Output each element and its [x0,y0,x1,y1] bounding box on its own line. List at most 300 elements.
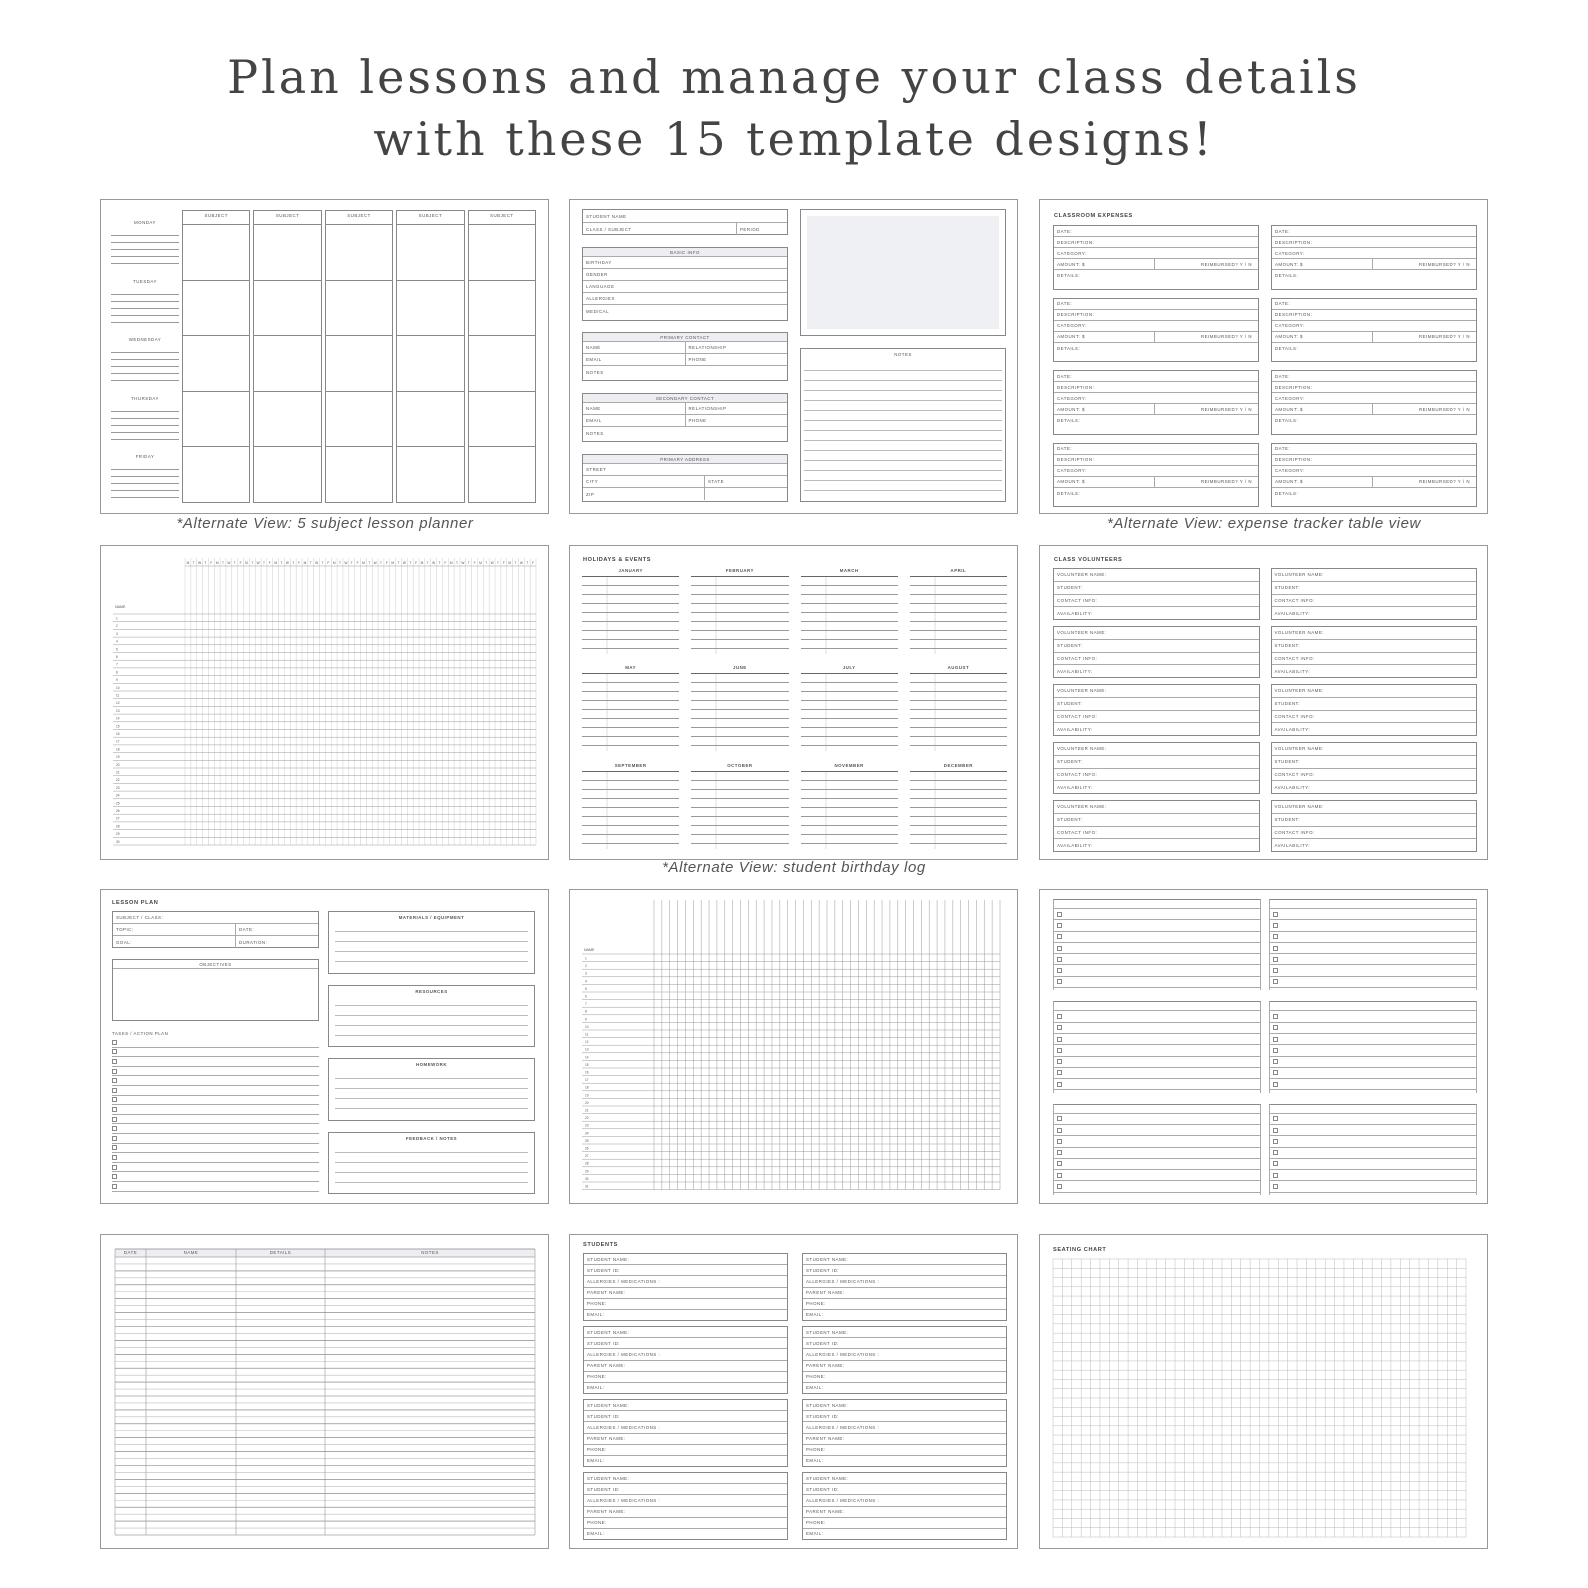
subject-cell [397,392,463,448]
volunteer-field-label: STUDENT: [1054,582,1259,595]
checklist-checkbox [1273,1161,1278,1166]
row-number: 17 [585,1078,589,1083]
subject-cell [254,447,320,502]
volunteer-field-label: AVAILABILITY: [1057,668,1093,674]
student-field-label: STUDENT NAME: [584,1400,787,1411]
month-label: APRIL [950,568,967,573]
weekday-letter: T [321,561,324,565]
checklist-checkbox [1273,1059,1278,1064]
volunteer-field-label: VOLUNTEER NAME: [1054,801,1259,814]
checklist-row [1054,920,1260,931]
basic-row-label: MEDICAL [586,308,610,314]
checklist-row [1054,1068,1260,1079]
volunteer-field-label: STUDENT: [1054,814,1259,827]
expense-amount-label: AMOUNT: $ [1272,477,1373,487]
student-field-label: PARENT NAME: [584,1507,787,1518]
expense-date-label: DATE: [1054,226,1258,237]
task-row [112,1067,319,1077]
task-row [112,1124,319,1134]
row-number: 11 [585,1032,589,1037]
checklist-row [1270,965,1476,976]
student-field-label: PARENT NAME: [803,1507,1006,1518]
students-title: STUDENTS [583,1242,618,1248]
log-column-header: DETAILS [269,1250,292,1255]
student-field-label: STUDENT ID: [584,1411,787,1422]
subject-column [182,210,250,503]
template-holidays-events [569,545,1018,860]
weekday-letter: T [438,561,441,565]
weekday-letter: F [268,561,271,565]
row-number: 12 [116,701,120,706]
month-label: AUGUST [947,665,970,671]
weekday-lines [111,405,179,441]
task-checkbox [112,1097,117,1102]
task-row [112,1057,319,1067]
subject-cell [397,336,463,392]
contact-phone-label: PHONE [688,357,707,362]
expense-reimbursed-label: REIMBURSED? Y / N [1200,261,1252,267]
volunteer-field-label: VOLUNTEER NAME: [1054,743,1259,756]
expense-details-label: DETAILS: [1275,490,1299,496]
checklist-row [1270,1034,1476,1045]
contact2-relationship-label: RELATIONSHIP [688,406,727,411]
subject-cell [183,281,249,337]
expense-date-label: DATE: [1054,444,1258,455]
notes-title: NOTES [894,352,912,357]
month-block [801,665,898,756]
checklist-row [1054,1136,1260,1147]
secondary-contact-title: SECONDARY CONTACT [583,394,787,403]
weekday-letter: T [514,561,517,565]
weekday-letter: F [239,561,242,565]
student-field-label: PHONE: [803,1299,1006,1310]
expense-amount-row [1054,259,1258,270]
weekday-letter: T [526,561,529,565]
caption-expense-tracker: *Alternate View: expense tracker table view [1106,515,1421,532]
month-label: JULY [842,665,856,671]
city-label: CITY [583,476,705,487]
expense-reimbursed-label: REIMBURSED? Y / N [1418,479,1470,484]
month-lines [582,576,679,654]
checklist-checkbox [1057,1128,1062,1133]
log-column-header: DATE [123,1250,138,1255]
headline-line-1: Plan lessons and manage your class details [227,50,1361,104]
checklist-checkbox [1057,979,1062,984]
row-number: 16 [116,732,120,736]
student-field-label: ALLERGIES / MEDICATIONS : [584,1495,787,1506]
checklist-row [1270,1125,1476,1136]
volunteer-field-label: VOLUNTEER NAME: [1272,627,1477,640]
checklist-row [1270,954,1476,965]
checklist-row [1054,1125,1260,1136]
contact2-notes-label: NOTES [586,430,604,436]
volunteer-entry [1053,568,1260,620]
lesson-section-lines [335,1069,528,1115]
weekday-letter: W [256,561,260,565]
student-entry [583,1472,788,1540]
subject-cell [183,336,249,392]
checklist-row [1054,943,1260,954]
checklist-row [1054,1079,1260,1090]
student-entry [583,1253,788,1321]
row-number: 10 [116,685,120,690]
row-number: 5 [116,647,118,652]
month-block [910,665,1007,756]
lesson-topic-label: TOPIC: [113,924,236,935]
expense-entry [1053,225,1259,290]
subject-cell [254,336,320,392]
row-number: 2 [116,624,118,629]
student-field-label: PHONE: [584,1372,787,1383]
task-checkbox [112,1136,117,1141]
student-field-label: STUDENT NAME: [584,1473,787,1484]
template-seating-chart [1039,1234,1488,1549]
expense-date-label: DATE: [1054,299,1258,310]
month-label: NOVEMBER [834,762,864,768]
volunteer-entry [1271,626,1478,678]
expense-category-label: CATEGORY: [1054,321,1258,332]
volunteer-field-label: AVAILABILITY: [1274,842,1311,848]
checklist-checkbox [1057,923,1062,928]
month-lines [910,771,1007,849]
task-checkbox [112,1107,117,1112]
checklist-checkbox [1057,1161,1062,1166]
student-name-label: STUDENT NAME [583,210,787,223]
weekday-letter: T [426,561,429,565]
expense-details-label: DETAILS: [1275,345,1299,351]
weekday-letter: W [198,561,202,565]
student-entry [802,1472,1007,1540]
weekday-letter: M [274,561,278,565]
expense-date-label: DATE: [1272,371,1476,382]
weekday-letter: W [285,561,289,565]
task-row [112,1086,319,1096]
checklist [1269,1001,1477,1092]
student-field-label: ALLERGIES / MEDICATIONS : [803,1495,1006,1506]
lesson-section-title: MATERIALS / EQUIPMENT [398,915,465,920]
row-number: 9 [116,678,118,683]
volunteer-field-label: CONTACT INFO: [1272,711,1477,724]
month-block [691,568,788,659]
expense-date-label: DATE: [1272,299,1476,310]
expense-reimbursed-label: REIMBURSED? Y / N [1200,406,1252,412]
street-label: STREET [583,464,787,476]
checklist-checkbox [1273,957,1278,962]
row-number: 12 [585,1040,589,1045]
expense-category-label: CATEGORY: [1054,393,1258,404]
task-checkbox [112,1184,117,1189]
expense-details-label: DETAILS: [1057,345,1081,351]
lesson-duration-label: DURATION: [239,939,268,945]
row-number: 1 [116,616,118,621]
subject-cell [183,392,249,448]
row-number: 9 [585,1017,587,1022]
volunteer-field-label: AVAILABILITY: [1057,726,1093,732]
weekday-letter: T [251,561,254,565]
expense-category-label: CATEGORY: [1054,248,1258,259]
volunteer-field-label: STUDENT: [1272,814,1477,827]
subject-header: SUBJECT [326,211,392,225]
volunteer-field-label: AVAILABILITY: [1274,726,1311,732]
volunteer-field-label: CONTACT INFO: [1054,769,1259,782]
checklist-checkbox [1273,946,1278,951]
checklist [1053,1104,1261,1195]
lesson-section-title: HOMEWORK [415,1062,448,1067]
volunteer-field-label: CONTACT INFO: [1272,769,1477,782]
weekday-block [111,210,179,269]
month-lines [582,771,679,849]
subject-column [325,210,393,503]
checklist-checkbox [1273,1128,1278,1133]
basic-row-label: LANGUAGE [583,281,787,293]
checklist-row [1270,1159,1476,1170]
template-log-table [100,1234,549,1549]
weekday-letter: T [409,561,412,565]
weekday-letter: F [210,561,213,565]
checklist-row [1054,954,1260,965]
student-field-label: PHONE: [803,1518,1006,1529]
expense-details-label: DETAILS: [1275,273,1299,278]
row-number: 17 [116,739,120,744]
task-row [112,1172,319,1182]
student-field-label: STUDENT NAME: [803,1473,1006,1484]
subject-cell [254,225,320,281]
lesson-section-box [328,1132,535,1195]
row-number: 30 [116,839,120,844]
checklist-row [1054,1159,1260,1170]
weekday-letter: F [298,561,301,565]
student-field-label: EMAIL: [587,1312,605,1318]
weekday-letter: T [262,561,265,565]
weekday-letter: W [490,561,494,565]
template-lesson-plan [100,889,549,1204]
zip-label: ZIP [583,488,705,500]
student-field-label: EMAIL: [806,1312,824,1318]
primary-contact-title: PRIMARY CONTACT [583,333,787,342]
volunteer-field-label: CONTACT INFO: [1054,595,1259,608]
lesson-title: LESSON PLAN [112,900,159,906]
row-number: 4 [585,979,587,984]
photo-box [800,209,1006,336]
subject-column [253,210,321,503]
row-number: 14 [116,716,120,721]
weekday-letter: M [391,561,395,565]
month-block [910,763,1007,854]
basic-row-label: ALLERGIES [583,293,787,305]
row-number: 25 [116,801,120,806]
notes-box [800,348,1006,502]
student-field-label: PARENT NAME: [584,1361,787,1372]
row-number: 28 [116,824,120,829]
volunteer-field-label: VOLUNTEER NAME: [1054,685,1259,698]
weekday-letter: W [432,561,436,565]
student-field-label: STUDENT NAME: [803,1400,1006,1411]
checklist-checkbox [1057,1116,1062,1121]
template-checklists [1039,889,1488,1204]
checklist-checkbox [1057,946,1062,951]
expense-details-label: DETAILS: [1275,418,1299,423]
checklist-row [1054,932,1260,943]
expense-description-label: DESCRIPTION: [1272,310,1476,321]
weekday-letter: F [444,561,447,565]
task-checkbox [112,1069,117,1074]
volunteer-field-label: VOLUNTEER NAME: [1272,743,1477,756]
checklist-row [1270,932,1476,943]
weekday-letter: T [233,561,236,565]
expense-category-label: CATEGORY: [1272,466,1476,477]
subject-columns [182,210,536,503]
checklist-checkbox [1273,923,1278,928]
row-number: 22 [585,1116,589,1121]
expense-amount-label: AMOUNT: $ [1272,404,1373,414]
month-label: JANUARY [618,568,643,573]
checklist [1269,1104,1477,1195]
seating-title: SEATING CHART [1053,1247,1107,1253]
volunteer-entry [1053,742,1260,794]
period-label: PERIOD [740,226,760,232]
task-checkbox [112,1126,117,1131]
student-field-label: STUDENT NAME: [584,1254,787,1265]
month-lines [691,771,788,849]
task-checkbox [112,1117,117,1122]
subject-cell [254,392,320,448]
month-block [691,665,788,756]
weekday-letter: M [332,561,336,565]
weekday-letter: T [292,561,295,565]
row-number: 23 [116,785,120,790]
weekday-letter: F [356,561,359,565]
name-label: NAME [584,948,595,952]
volunteer-field-label: AVAILABILITY: [1057,784,1093,790]
expense-reimbursed-label: REIMBURSED? Y / N [1418,334,1470,339]
contact2-name-label: NAME [583,403,686,414]
weekday-letter: W [373,561,377,565]
subject-cell [469,447,535,502]
row-number: 29 [585,1169,589,1174]
month-block [910,568,1007,659]
volunteer-field-label: VOLUNTEER NAME: [1272,685,1477,698]
lesson-section-box [328,911,535,974]
row-number: 14 [585,1055,589,1060]
month-block [691,763,788,854]
task-row [112,1105,319,1115]
subject-header: SUBJECT [469,211,535,225]
row-number: 28 [585,1161,589,1166]
weekday-letter: T [280,561,283,565]
checklist-checkbox [1273,979,1278,984]
weekday-label: WEDNESDAY [128,337,162,343]
student-field-label: ALLERGIES / MEDICATIONS : [803,1276,1006,1287]
name-label: NAME [115,605,126,609]
row-number: 19 [585,1093,589,1098]
expense-description-label: DESCRIPTION: [1054,455,1258,466]
weekday-letter: M [186,561,190,565]
expense-details-label: DETAILS: [1057,418,1081,423]
checklist-row [1270,977,1476,988]
lesson-section-box [328,1058,535,1121]
volunteer-field-label: STUDENT: [1272,640,1477,653]
student-field-label: EMAIL: [806,1385,824,1391]
volunteer-field-label: AVAILABILITY: [1274,610,1311,616]
expense-entry [1271,298,1477,363]
volunteer-field-label: STUDENT: [1054,698,1259,711]
row-number: 2 [585,964,587,969]
expense-date-label: DATE: [1272,226,1476,237]
weekday-letter: W [402,561,406,565]
checklist-header [1054,1105,1260,1114]
row-number: 6 [585,994,587,999]
month-lines [691,576,788,654]
expense-description-label: DESCRIPTION: [1054,310,1258,321]
month-label: DECEMBER [943,762,973,768]
weekday-letter: F [327,561,330,565]
row-number: 19 [116,755,120,760]
checklist-row [1270,1023,1476,1034]
student-field-label: STUDENT NAME: [803,1254,1006,1265]
student-field-label: PHONE: [584,1518,787,1529]
row-number: 24 [116,793,120,798]
student-field-label: ALLERGIES / MEDICATIONS : [803,1422,1006,1433]
row-number: 24 [585,1131,589,1136]
student-field-label: ALLERGIES / MEDICATIONS : [584,1422,787,1433]
task-row [112,1163,319,1173]
expense-category-label: CATEGORY: [1054,466,1258,477]
expense-amount-label: AMOUNT: $ [1054,477,1155,487]
log-table-grid [101,1235,549,1549]
student-field-label: EMAIL: [587,1385,605,1391]
row-number: 26 [585,1146,589,1151]
volunteer-field-label: CONTACT INFO: [1054,711,1259,724]
checklist-row [1054,1023,1260,1034]
expense-entry [1271,225,1477,290]
volunteer-entry [1271,800,1478,852]
month-lines [582,673,679,751]
weekday-lines [111,229,179,265]
weekday-letter: F [502,561,505,565]
template-grade-book [569,889,1018,1204]
month-label: FEBRUARY [725,568,754,573]
primary-contact-box [582,332,788,381]
task-row [112,1048,319,1058]
volunteers-title: CLASS VOLUNTEERS [1054,557,1123,563]
month-block [582,568,679,659]
row-number: 1 [585,956,587,961]
task-row [112,1076,319,1086]
checklist-checkbox [1057,1014,1062,1019]
row-number: 27 [116,816,120,821]
expense-description-label: DESCRIPTION: [1054,382,1258,393]
subject-cell [326,392,392,448]
checklist-row [1054,1148,1260,1159]
subject-cell [326,336,392,392]
subject-cell [397,447,463,502]
subject-cell [183,225,249,281]
task-checkbox [112,1088,117,1093]
student-field-label: EMAIL: [587,1458,605,1464]
checklist-checkbox [1273,1070,1278,1075]
weekday-letter: M [420,561,424,565]
row-number: 8 [585,1009,587,1014]
photo-placeholder [807,216,999,329]
basic-info-title: BASIC INFO [583,248,787,257]
subject-cell [469,225,535,281]
checklist-checkbox [1273,1082,1278,1087]
expense-date-label: DATE: [1272,444,1476,455]
weekday-letter: M [449,561,453,565]
row-number: 11 [116,693,120,698]
student-field-label: STUDENT ID: [803,1411,1006,1422]
seating-grid [1040,1235,1488,1549]
